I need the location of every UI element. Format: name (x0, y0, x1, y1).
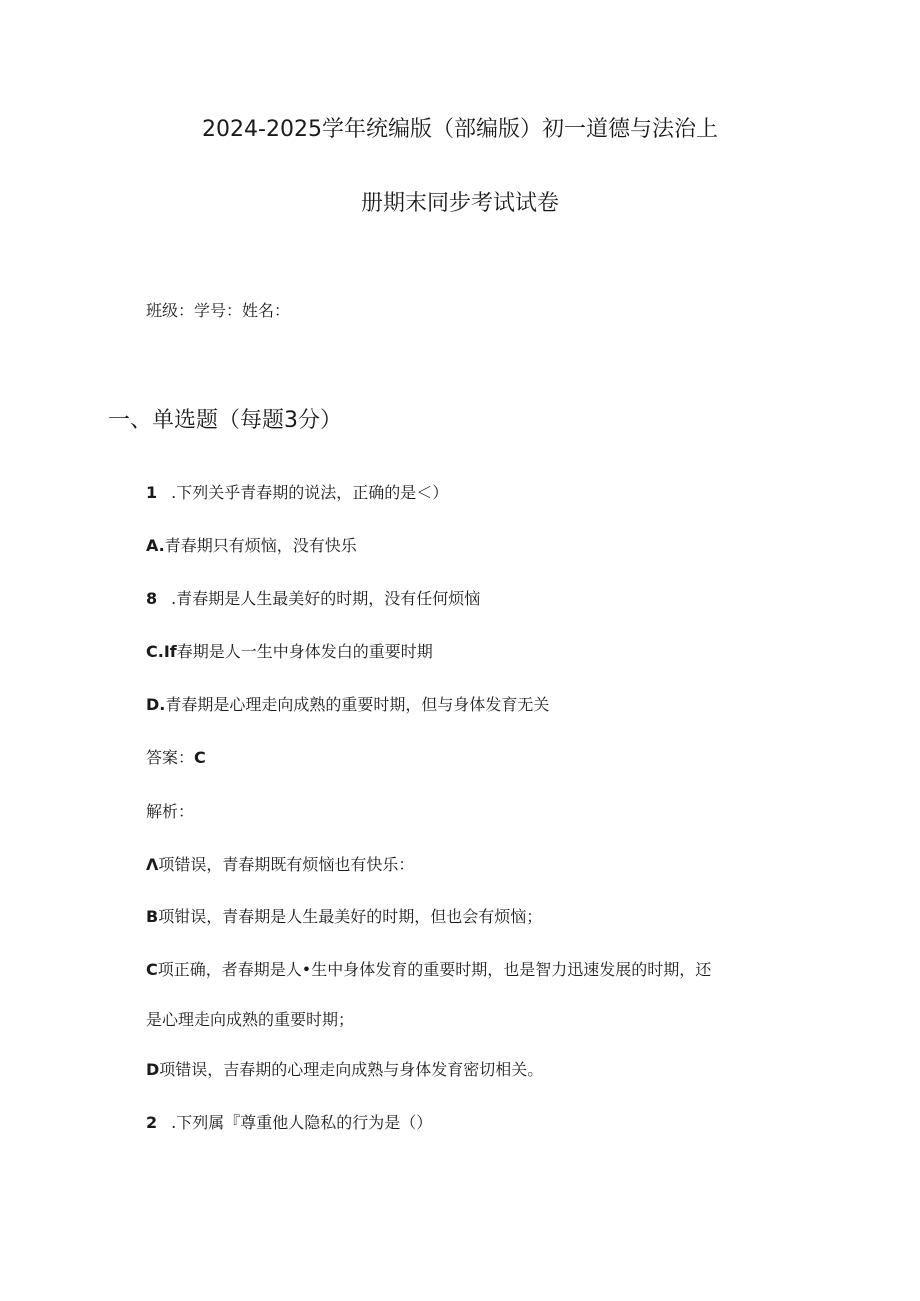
analysis-line-c-continued (146, 1010, 354, 1030)
option-a (146, 536, 357, 556)
option-c (146, 642, 433, 662)
analysis-line-a (146, 855, 414, 875)
analysis-text: 是心理走向成熟的重要时期； (146, 1010, 355, 1029)
analysis-text: 项错误，吉春期的心理走向成熟与身体发育密切相关。 (159, 1060, 544, 1079)
student-info-line: 班级：学号：姓名： (146, 301, 291, 320)
question-1 (146, 483, 448, 503)
option-text: .青春期是人生最美好的时期，没有任何烦恼 (171, 589, 481, 608)
section-title: 一、单选题（每题3分） (108, 408, 342, 433)
question-number: 1 (146, 483, 158, 502)
document-title-line-2: 册期末同步考试试卷 (360, 191, 559, 216)
option-label: 8 (146, 589, 158, 608)
option-b (146, 589, 480, 609)
option-label: D. (146, 695, 166, 714)
analysis-text: 项正确，者春期是人•生中身体发育的重要时期，也是智力迅速发展的时期，还 (157, 960, 712, 979)
analysis-label-letter: Λ (146, 855, 159, 874)
option-text: 青春期只有烦恼，没有快乐 (164, 536, 357, 555)
option-text: 春期是人一生中身体发白的重要时期 (176, 642, 433, 661)
question-2 (146, 1113, 432, 1133)
question-stem: .下列属『尊重他人隐私的行为是（） (171, 1113, 433, 1132)
answer-line (146, 748, 206, 768)
analysis-line-d (146, 1060, 543, 1080)
analysis-text: 项错误，青春期既有烦恼也有快乐： (158, 855, 415, 874)
analysis-label: 解析： (146, 802, 195, 821)
answer-label: 答案： (146, 748, 195, 767)
analysis-label-letter: D (146, 1060, 160, 1079)
option-d (146, 695, 549, 715)
analysis-label-letter: B (146, 907, 159, 926)
document-title-line-1: 2024-2025学年统编版（部编版）初一道德与法治上 (202, 117, 718, 142)
option-label: C.If (146, 642, 177, 661)
option-text: 青春期是心理走向成熟的重要时期，但与身体发育无关 (165, 695, 550, 714)
analysis-label-letter: C (146, 960, 158, 979)
answer-value: C (194, 748, 206, 767)
question-number: 2 (146, 1113, 158, 1132)
option-label: A. (146, 536, 165, 555)
analysis-line-b (146, 907, 542, 927)
analysis-line-c (146, 960, 711, 980)
question-stem: .下列关乎青春期的说法，正确的是＜） (171, 483, 449, 502)
analysis-text: 项钳误，青春期是人生最美好的时期，但也会有烦恼； (158, 907, 543, 926)
